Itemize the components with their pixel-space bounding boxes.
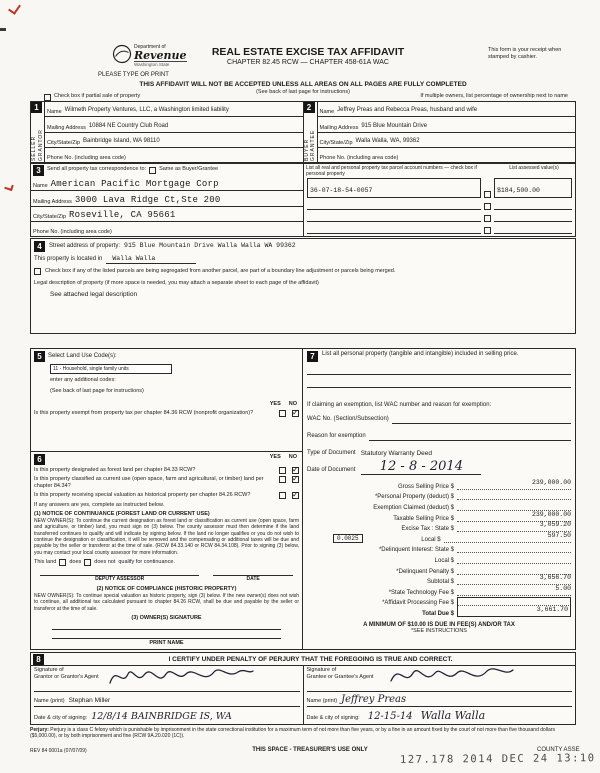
form-title: REAL ESTATE EXCISE TAX AFFIDAVIT (211, 46, 405, 58)
amount-line (457, 471, 571, 490)
parcels-header-row (306, 165, 573, 178)
does-checkbox[interactable] (59, 559, 66, 566)
amount-line (457, 492, 571, 500)
legal-description-label: Legal description of property (if more space is needed, you may attach a separate sheet to each page of the affidavit) (34, 280, 319, 287)
land-use-select-label: Select Land Use Code(s): (48, 352, 117, 359)
land-use-yesno-header (34, 401, 299, 408)
section-4-number: 4 (34, 241, 45, 252)
signature-of-label: Signature of (34, 667, 64, 673)
grantor-phone-label: Phone No. (including area code) (47, 155, 126, 161)
section-8-number: 8 (33, 654, 44, 665)
amount-row (307, 553, 571, 564)
revenue-logo-icon (112, 44, 132, 64)
parcel-number-value: 36-07-18-54-0057 (310, 186, 373, 194)
reason-label: Reason for exemption (307, 433, 366, 439)
parcel-row (306, 199, 573, 211)
notice-continuance-body: NEW OWNER(S): To continue the current designation as forest land or classification as current use (open space, farm and agriculture, or timber) land, you must sign on (3) below. The county assessor must then determine if the land transferred continues to qualify and will indicate by signing below. If the land no longer qualifies or you do not wish to continue the designation or classification, it will be removed and the compensating or additional taxes will be due and payable by the seller or transferor at the time of sale. (RCW 84.33.140 or RCW 84.34.108). Prior to signing (3) below, you may contact your local county assessor for more information. (34, 517, 299, 556)
grantee-name-value: Jeffrey Preas and Rebecca Preas, husband and wife (337, 107, 478, 114)
wac-label: WAC No. (Section/Subsection) (307, 416, 389, 422)
correspondence-city-value: Roseville, CA 95661 (69, 209, 176, 220)
form-header (30, 44, 576, 96)
historic-yes-checkbox[interactable] (279, 492, 286, 499)
grantee-name-field (318, 102, 576, 117)
scan-artifact (0, 28, 6, 31)
grantor-box (31, 102, 304, 162)
parties-section (30, 93, 576, 163)
partial-sale-checkbox[interactable] (44, 94, 51, 101)
correspondence-address-field (31, 191, 303, 206)
notice-compliance-title: (2) NOTICE OF COMPLIANCE (HISTORIC PROPERTY) (96, 585, 237, 592)
qualify-label: qualify for continuance. (118, 559, 175, 566)
grantor-name-field (45, 102, 303, 117)
grantor-date-city-value: 12/8/14 BAINBRIDGE IS, WA (91, 711, 232, 722)
parcels-header-label: List all real and personal property tax parcel account numbers — check box if personal property (306, 165, 477, 178)
no-column-label: NO (288, 400, 297, 407)
land-use-code-box[interactable]: 11 - Household, single family units (50, 364, 172, 374)
same-as-buyer-checkbox[interactable] (149, 167, 156, 174)
correspondence-city-label: City/State/Zip (33, 213, 67, 220)
parcel-row (306, 178, 573, 199)
amount-label: *State Technology Fee $ (388, 589, 454, 596)
parcel-row (306, 211, 573, 223)
grantor-agent-label: Grantor or Grantor's Agent (34, 674, 99, 681)
grantee-phone-field (318, 148, 576, 162)
grantee-fields (318, 102, 576, 162)
logo-dept-text: Department of (134, 44, 166, 50)
warning-sub: (See back of last page for instructions) (256, 89, 350, 95)
same-as-buyer-label: Same as Buyer/Grantee (159, 166, 219, 173)
located-value: Walla Walla (106, 255, 196, 264)
reason-line (369, 433, 571, 441)
grantee-city-label: City/State/Zip (319, 139, 353, 146)
grantee-signature-row (307, 667, 573, 692)
amount-row-total (307, 606, 571, 617)
section-6 (30, 451, 303, 650)
left-column (30, 348, 303, 650)
amount-label: Gross Selling Price $ (397, 483, 454, 490)
certification-body (31, 666, 575, 724)
red-pen-mark (8, 1, 21, 15)
grantor-name-value: Wilmeth Property Ventures, LLC, a Washington limited liability (64, 107, 229, 114)
please-type-label: PLEASE TYPE OR PRINT (98, 72, 169, 78)
parcel-number-cell (307, 213, 481, 222)
grantee-city-value: Walla Walla (420, 709, 486, 722)
local-rate-box: 0.0025 (333, 534, 363, 543)
grantor-address-value: 10884 NE Country Club Road (88, 122, 169, 129)
amount-row (307, 490, 571, 501)
owners-signature-line (52, 622, 281, 630)
personal-property-header (307, 351, 571, 362)
no-column-label: NO (288, 454, 297, 460)
grantee-city-value: Walla Walla, WA, 99362 (355, 137, 420, 144)
date-label: DATE (213, 575, 293, 582)
grantor-city-label: City/State/Zip (47, 139, 81, 146)
historic-question (34, 492, 299, 499)
notice-continuance-title: (1) NOTICE OF CONTINUANCE (FOREST LAND OR CURRENT USE) (34, 510, 210, 517)
parcel-number-cell (307, 178, 481, 198)
amount-label: *Delinquent Interest: State $ (378, 547, 454, 554)
current-use-yes-checkbox[interactable] (279, 476, 286, 483)
owners-signature-heading: (3) OWNER(S) SIGNATURE (131, 615, 202, 622)
grantee-box (304, 102, 576, 162)
amount-row (307, 479, 571, 490)
section-7-number: 7 (307, 351, 318, 362)
amount-label: Subtotal $ (426, 579, 454, 586)
exempt-question-row (34, 410, 299, 417)
grantee-phone-label: Phone No. (including area code) (319, 155, 399, 161)
located-label: This property is located in (34, 256, 103, 263)
name-print-label: Name (print) (34, 697, 65, 704)
amount-label: Exemption Claimed (deduct) $ (373, 505, 454, 512)
street-address-label: Street address of property: (49, 242, 121, 249)
grantee-name-label: Name (319, 109, 335, 116)
amount-line (444, 524, 571, 543)
amount-value: 3,661.70 (536, 605, 568, 613)
question-label: Is this property designated as forest land per chapter 84.33 RCW? (34, 467, 196, 473)
minimum-due-label: A MINIMUM OF $10.00 IS DUE IN FEE(S) AND/OR TAX (363, 621, 515, 628)
correspondence-box (31, 164, 304, 236)
amount-value: 3,656.70 (539, 574, 571, 582)
grantee-side-labels (304, 115, 317, 161)
send-correspondence-label: Send all property tax correspondence to: (47, 166, 147, 173)
grantor-city-value: Bainbridge Island, WA 98110 (83, 137, 160, 144)
grantor-phone-field (45, 148, 303, 162)
correspondence-phone-field (31, 222, 303, 236)
form-title-block (148, 46, 468, 67)
historic-no-checkbox[interactable] (292, 492, 299, 499)
perjury-body: Perjury is a class C felony which is punishable by imprisonment in the state correctional institution for a maximum term of not more than five years, or by a fine in an amount fixed by the court of not more than five thousand dollars ($5,000.00), or by both imprisonment and fine (RCW 9A.20.020 (1C)). (30, 727, 555, 740)
parcels-box (304, 164, 575, 236)
multiple-owners-label: If multiple owners, list percentage of ownership next to name (420, 93, 568, 100)
correspondence-address-value: 3000 Lava Ridge Ct,Ste 200 (74, 194, 221, 205)
grantee-agent-label: Grantee or Grantee's Agent (306, 674, 374, 681)
grantee-date-value: 12-15-14 (367, 711, 413, 722)
perjury-note (30, 727, 576, 740)
date-city-label: Date & city of signing: (306, 714, 360, 721)
wac-row (307, 416, 571, 424)
doc-date-label: Date of Document (307, 467, 356, 474)
if-yes-label: If any answers are yes, complete as instructed below. (34, 501, 165, 508)
signature-of-label: Signature of (306, 667, 337, 673)
amount-value: 239,000.00 (531, 478, 571, 486)
grantor-date-city-row (34, 707, 300, 723)
additional-codes-label: enter any additional codes: (50, 377, 116, 384)
grantor-print-name-value: Stephan Miller (68, 696, 111, 704)
parties-header-row (30, 93, 576, 101)
assessed-value: $184,500.00 (497, 186, 540, 194)
print-name-line (52, 630, 281, 639)
see-instructions-label: *SEE INSTRUCTIONS (411, 627, 467, 634)
doc-type-row (307, 450, 571, 458)
logo-revenue-text: Revenue (134, 49, 187, 63)
notice-compliance-body: NEW OWNER(S): To continue special valuation as historic property, sign (3) below. If the new owner(s) does not wish to continue, all additional tax calculated pursuant to chapter 84.26 RCW, shall be due and payable by the seller or transferor at the time of sale. (34, 592, 299, 612)
amount-label: Taxable Selling Price $ (393, 515, 454, 522)
certification-statement: I CERTIFY UNDER PENALTY OF PERJURY THAT THE FOREGOING IS TRUE AND CORRECT. (168, 655, 453, 663)
yes-column-label: YES (269, 454, 281, 460)
correspondence-city-field (31, 207, 303, 222)
grantee-city-field (318, 133, 576, 148)
continuance-qualify-row (34, 559, 299, 566)
personal-property-label: List all personal property (tangible and intangible) included in selling price. (322, 351, 519, 357)
receipt-note: This form is your receipt when stamped by cashier. (488, 47, 562, 61)
certification-section (30, 652, 576, 725)
exempt-question-label: Is this property exempt from property tax per chapter 84.36 RCW (nonprofit organization)? (34, 409, 254, 416)
grantor-name-label: Name (47, 109, 62, 116)
section-1-number: 1 (31, 102, 42, 113)
amounts-table (307, 479, 571, 617)
grantor-side-labels (31, 115, 44, 161)
section-6-number: 6 (34, 454, 45, 465)
amount-row (307, 585, 571, 596)
does-not-label: does not (94, 559, 116, 566)
doc-type-value: Statutory Warranty Deed (360, 449, 432, 457)
grantor-side-label: SELLER (31, 135, 38, 161)
grantee-side-label: BUYER (303, 138, 310, 161)
exemption-label: If claiming an exemption, list WAC number and reason for exemption: (307, 402, 492, 408)
amount-value: 239,000.00 (531, 510, 571, 518)
perjury-label: Perjury: (30, 727, 49, 733)
personal-property-checkbox[interactable] (484, 203, 491, 210)
deputy-assessor-row (34, 575, 299, 582)
street-address-value: 915 Blue Mountain Drive Walla Walla WA 99362 (124, 242, 296, 250)
located-row (34, 253, 572, 264)
parcel-number-cell (307, 201, 481, 210)
parties-boxes (30, 101, 576, 163)
grantee-address-label: Mailing Address (319, 124, 359, 131)
does-label: does (69, 559, 82, 566)
grantor-address-label: Mailing Address (47, 124, 86, 131)
personal-property-checkbox[interactable] (484, 227, 491, 234)
correspondence-section (30, 163, 576, 237)
amount-label: Local $ (434, 557, 454, 564)
grantee-side-label: GRANTEE (310, 129, 316, 161)
partial-sale-label: Check box if partial sale of property (54, 93, 141, 100)
correspondence-header (31, 164, 303, 176)
parcel-row (306, 223, 573, 235)
form-number: REV 84 0001a (07/07/09) (30, 748, 87, 754)
section-2-number: 2 (304, 102, 315, 113)
amount-label: Local $ (421, 536, 441, 543)
personal-property-blank-line (307, 375, 571, 388)
grantor-signature (106, 661, 256, 691)
correspondence-name-label: Name (33, 183, 48, 190)
legal-description-value: See attached legal description (50, 291, 138, 299)
assessed-value-cell (494, 225, 572, 234)
assessed-value-cell (494, 178, 572, 198)
spacer (307, 388, 571, 402)
amount-label: *Personal Property (deduct) $ (374, 494, 454, 501)
grantee-signature (387, 661, 517, 691)
cashier-date-stamp: 127.178 2014 DEC 24 13:10 (399, 752, 596, 766)
this-land-label: This land (34, 559, 57, 566)
grantor-address-field (45, 117, 303, 132)
segregated-label: Check box if any of the listed parcels are being segregated from another parcel, are part of a boundary line adjustment or parcels being merged. (45, 268, 396, 274)
county-assessor-label: COUNTY ASSE (537, 747, 580, 753)
grantee-side-strip (304, 102, 318, 162)
grantor-side-label: GRANTOR (37, 129, 44, 161)
treasurer-use-label: THIS SPACE - TREASURER'S USE ONLY (252, 747, 368, 753)
red-pen-mark (4, 183, 13, 191)
amount-label: *Delinquent Penalty $ (396, 568, 454, 575)
section-7 (302, 348, 576, 650)
section-5-number: 5 (34, 351, 45, 362)
amount-line (457, 545, 571, 553)
grantor-city-field (45, 133, 303, 148)
assessed-header-label: List assessed value(s) (509, 165, 559, 171)
grantor-side-strip (31, 102, 45, 162)
exempt-yes-checkbox[interactable] (279, 410, 286, 417)
amount-line (457, 556, 571, 564)
street-address-row (34, 240, 572, 253)
amount-value: 3,059.20 (539, 521, 571, 529)
grantor-certify-half (31, 666, 304, 724)
assessed-value-cell (494, 213, 572, 222)
personal-property-checkbox[interactable] (484, 191, 491, 198)
personal-property-checkbox[interactable] (484, 215, 491, 222)
question-label: Is this property receiving special valuation as historical property per chapter 84.26 RCW? (34, 492, 251, 499)
segregated-row (34, 268, 572, 275)
amount-line (457, 597, 571, 617)
amount-label: *Affidavit Processing Fee $ (382, 600, 454, 607)
correspondence-name-field (31, 176, 303, 191)
grantee-address-value: 915 Blue Mountain Drive (361, 122, 428, 129)
does-not-checkbox[interactable] (84, 559, 91, 566)
name-print-label: Name (print) (306, 697, 338, 704)
grantee-print-name-row (307, 692, 573, 707)
doc-date-value: 12 - 8 - 2014 (361, 459, 481, 475)
forest-land-question (34, 467, 299, 474)
doc-type-label: Type of Document (307, 450, 356, 457)
forest-no-checkbox[interactable] (292, 467, 299, 474)
grantee-address-field (318, 117, 576, 132)
grantee-print-name-value: Jeffrey Preas (341, 694, 407, 705)
section-3-number: 3 (33, 165, 44, 176)
question-label: Is this property classified as current use (open space, farm and agricultural, or timber) land per chapter 84.34? (34, 476, 264, 490)
grantor-signature-row (34, 667, 300, 692)
correspondence-phone-label: Phone No. (including area code) (33, 229, 112, 235)
reason-row (307, 433, 571, 441)
date-city-label: Date & city of signing: (34, 714, 88, 721)
amount-value: 597.50 (547, 531, 571, 539)
yes-column-label: YES (269, 400, 281, 407)
amount-label: Total Due $ (422, 610, 454, 617)
grantor-fields (45, 102, 303, 162)
amount-value: 5.00 (555, 584, 571, 592)
current-use-question (34, 476, 299, 490)
print-name-label: PRINT NAME (149, 639, 184, 646)
grantee-date-city-row (307, 707, 573, 723)
property-section (30, 238, 576, 334)
correspondence-address-label: Mailing Address (33, 198, 72, 205)
deputy-assessor-label: DEPUTY ASSESSOR (40, 575, 199, 582)
personal-property-blank-line (307, 362, 571, 375)
current-use-no-checkbox[interactable] (292, 476, 299, 483)
parcel-number-cell (307, 225, 481, 234)
grantor-print-name-row (34, 692, 300, 707)
amount-label: Excise Tax : State $ (401, 526, 454, 533)
wac-line (392, 416, 571, 424)
segregated-checkbox[interactable] (34, 268, 41, 275)
form-chapter: CHAPTER 82.45 RCW — CHAPTER 458-61A WAC (227, 59, 389, 66)
land-use-header (34, 351, 299, 362)
exempt-no-checkbox[interactable] (292, 410, 299, 417)
logo-sub-text: Washington State (134, 61, 187, 67)
section-6-header (34, 454, 299, 465)
see-back-label: (See back of last page for instructions) (50, 387, 144, 394)
land-use-section (30, 348, 303, 452)
warning-line: THIS AFFIDAVIT WILL NOT BE ACCEPTED UNLESS ALL AREAS ON ALL PAGES ARE FULLY COMPLETED (139, 81, 467, 88)
correspondence-name-value: American Pacific Mortgage Corp (50, 179, 219, 190)
grantee-certify-half (304, 666, 576, 724)
section-6-yesno-header (270, 454, 299, 461)
assessed-value-cell (494, 201, 572, 210)
amount-row-local (307, 532, 571, 543)
forest-yes-checkbox[interactable] (279, 467, 286, 474)
amount-row (307, 543, 571, 554)
amount-line (457, 577, 571, 596)
